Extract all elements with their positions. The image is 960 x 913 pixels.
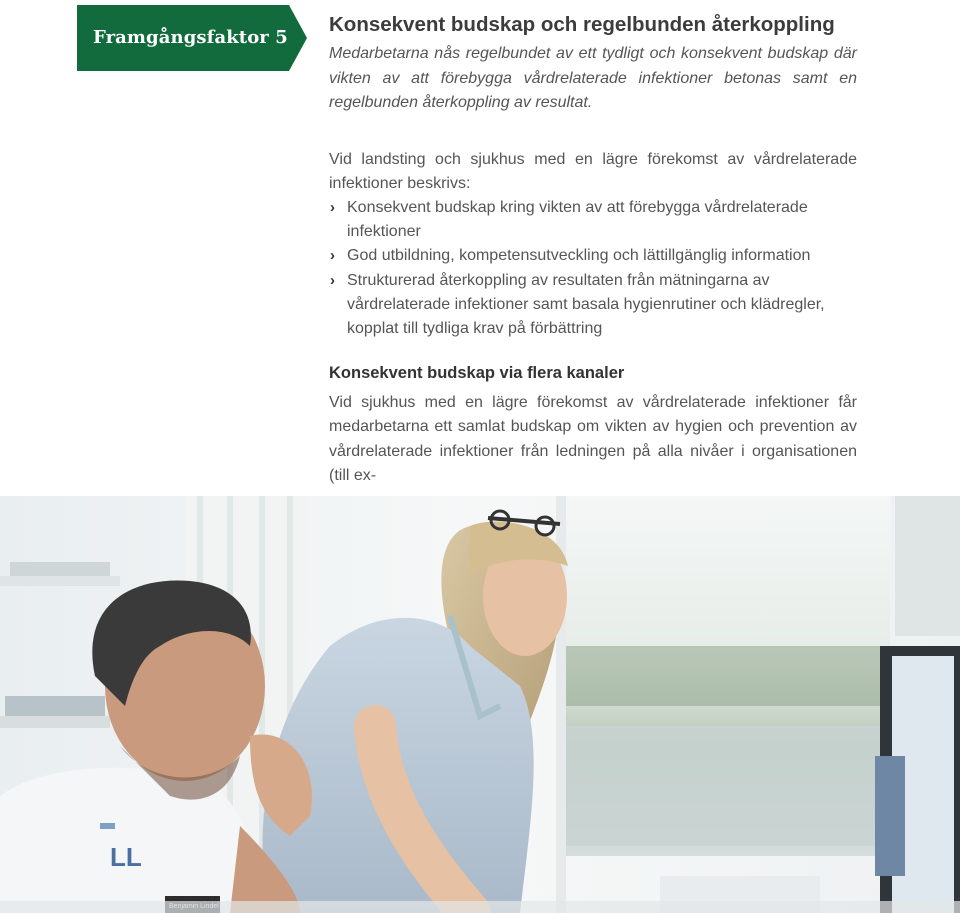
photo-healthcare-staff bbox=[0, 496, 960, 913]
chevron-right-icon: › bbox=[330, 271, 335, 289]
intro-text: Medarbetarna nås regelbundet av ett tydligt och konsekvent budskap där vikten av att förebygga vårdrelaterade infektioner betonas samt en regelbunden återkoppling av resultat. bbox=[329, 45, 857, 111]
subheading: Konsekvent budskap via flera kanaler bbox=[329, 364, 625, 383]
paragraph-2: Vid sjukhus med en lägre förekomst av vårdrelaterade infektioner får medarbetarna ett samlat budskap om vikten av hygien och prevention av vårdrelaterade infektioner från ledningen på alla nivåer i organisationen (till ex- bbox=[329, 394, 857, 484]
article-body bbox=[329, 10, 857, 488]
logo-text: LL bbox=[110, 842, 142, 872]
section-title: Konsekvent budskap och regelbunden återkoppling bbox=[329, 13, 835, 36]
bullet-item: › Konsekvent budskap kring vikten av att förebygga vårdrelaterade infektioner bbox=[329, 196, 857, 244]
chevron-right-icon: › bbox=[330, 247, 335, 265]
chevron-right-icon: › bbox=[330, 198, 335, 216]
photo-illustration bbox=[0, 496, 960, 913]
bullet-item: › God utbildning, kompetensutveckling och lättillgänglig information bbox=[329, 244, 857, 268]
bullet-item: › Strukturerad återkoppling av resultaten från mätningarna av vårdrelaterade infektioner samt basala hygienrutiner och klädregler, kopplat till tydliga krav på förbättring bbox=[329, 269, 857, 342]
section-tag bbox=[77, 5, 307, 71]
bullet-list bbox=[329, 196, 857, 341]
paragraph-1: Vid landsting och sjukhus med en lägre förekomst av vårdrelaterade infektioner beskrivs: bbox=[329, 150, 857, 192]
tag-label: Framgångsfaktor 5 bbox=[93, 27, 288, 48]
